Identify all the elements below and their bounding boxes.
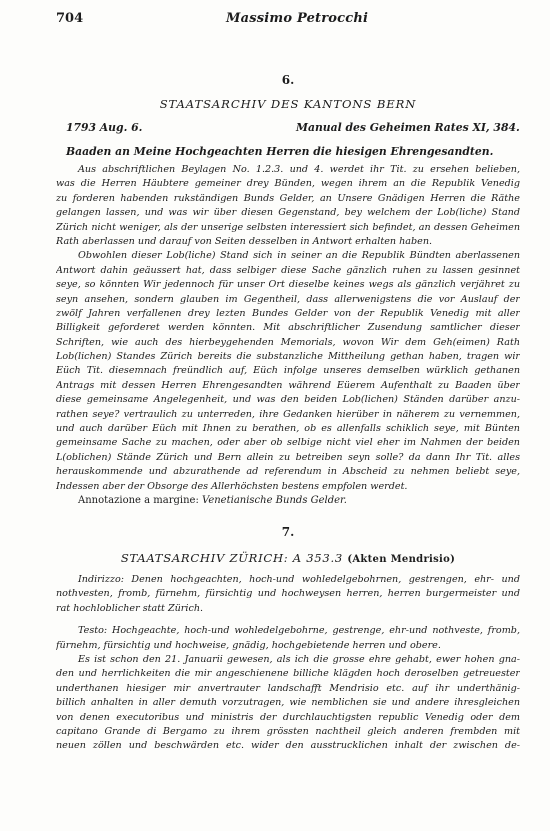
- document-6-addressee: Baaden an Meine Hochgeachten Herren die hiesigen Ehrengesandten.: [66, 145, 494, 158]
- text-line: Aus abschriftlichen Beylagen No. 1.2.3. und 4. werdet ihr Tit. zu ersehen belieben,: [78, 164, 520, 175]
- text-line: Obwohlen dieser Lob(liche) Stand sich in seiner an die Republik Bündten aberlassenen: [78, 250, 520, 262]
- text-line: fürnehm, fürsichtig und hochweise, gnädig, hochgebietende herren und obere.: [56, 639, 441, 651]
- annotation-label: Annotazione a margine:: [78, 494, 199, 506]
- text-line: Zürich nicht weniger, als der unserige selbsten interessiert sich befindet, an dessen Geheimen: [56, 221, 520, 233]
- text-line: gemeinsame Sache zu machen, oder aber ob selbige nicht viel eher im Nahmen der beiden: [56, 437, 520, 449]
- document-7-body: [56, 573, 520, 754]
- text-line: zu forderen habenden rukständigen Bunds Gelder, an Unsere Gnädigen Herren die Räthe: [56, 192, 520, 204]
- text-line: seyn ansehen, sondern glauben im Gegentheil, dass allerwenigstens die vor Auslauf der: [56, 293, 520, 305]
- text-line: rat hochloblicher statt Zürich.: [56, 602, 204, 614]
- text-line: seye, so könnten Wir jedennoch für unser Ort dieselbe keines wegs als gänzlich verjähret zu: [56, 279, 520, 291]
- document-6-archive-heading: STAATSARCHIV DES KANTONS BERN: [159, 97, 417, 111]
- running-title: Massimo Petrocchi: [226, 11, 369, 26]
- text-line: Es ist schon den 21. Januarii gewesen, als ich die grosse ehre gehabt, ewer hohen gna-: [78, 653, 520, 665]
- document-7-archive-sub: (Akten Mendrisio): [347, 553, 456, 565]
- text-line: Antrags mit dessen Herren Ehrengesandten während Eüerem Aufenthalt zu Baaden über: [56, 379, 520, 391]
- document-6-date: 1793 Aug. 6.: [66, 121, 143, 134]
- text-line: Billigkeit geforderet werden könnten. Mit abschriftlicher Zusendung samtlicher dieser: [56, 322, 520, 334]
- text-line: Rath aberlassen und darauf von Seiten desselben in Antwort erhalten haben.: [56, 235, 433, 247]
- text-line: neuen zöllen und beschwärden etc. wider den ausstrucklichen inhalt der zwischen de-: [56, 740, 520, 752]
- document-7-number: 7.: [281, 524, 295, 539]
- document-6-body: [56, 163, 520, 494]
- text-line: zwölf Jahren verfallenen drey lezten Bundes Gelder von der Republik Venedig mit aller: [56, 307, 520, 319]
- text-line: von denen executoribus und ministris der durchlauchtigsten republic Venedig oder dem: [56, 711, 520, 723]
- document-7-archive: STAATSARCHIV ZÜRICH: A 353.3: [120, 550, 343, 565]
- page-number: 704: [56, 11, 84, 26]
- text-line: Eüch Tit. diesemnach freündlich auf, Eüch infolge unseres demselben würklich gethanen: [56, 365, 520, 377]
- running-head: [56, 9, 520, 31]
- document-6-annotation: [56, 494, 520, 508]
- text-line: L(oblichen) Stände Zürich und Bern allein zu betreiben seyn solle? da dann Ihr Tit. alles: [56, 451, 520, 463]
- document-6-number: 6.: [281, 73, 295, 87]
- text-line: Lob(lichen) Standes Zürich bereits die substanzliche Mittheilung gethan haben, tragen wir: [56, 351, 520, 363]
- text-line: Schriften, wie auch des hierbeygehenden Memorials, wovon Wir dem Geh(eimen) Rath: [56, 336, 520, 348]
- annotation-text: Venetianische Bunds Gelder.: [202, 494, 347, 506]
- text-line: capitano Grande di Bergamo zu ihrem grössten nachtheil gleich anderen frembden mit: [56, 725, 520, 737]
- text-line: underthanen hiesiger mir anvertrauter landschafft Mendrisio etc. auf ihr underthänig-: [56, 682, 520, 694]
- text-line: Indirizzo: Denen hochgeachten, hoch-und wohledelgebohrnen, gestrengen, ehr- und: [78, 573, 520, 585]
- document-6-meta: [56, 121, 520, 137]
- text-line: den und herrlichkeiten die mir angeschienene billiche klägden hoch deroselben getreuester: [56, 668, 520, 680]
- text-line: rathen seye? vertraulich zu unterreden, ihre Gedanken hierüber in näherem zu vernemmen,: [56, 408, 520, 420]
- text-line: Antwort dahin geäussert hat, dass selbiger diese Sache gänzlich ruhen zu lassen gesinnet: [56, 264, 520, 276]
- text-line: und auch darüber Eüch mit Ihnen zu berathen, ob es allenfalls schiklich seye, mit Bünten: [56, 423, 520, 435]
- document-6-reference: Manual des Geheimen Rates XI, 384.: [296, 121, 520, 134]
- text-line: billich anhalten in aller demuth vorzutragen, wie nemblichen sie und andere ihresgleichen: [56, 697, 520, 709]
- text-line: Testo: Hochgeachte, hoch-und wohledelgebohrne, gestrenge, ehr-und nothveste, fromb,: [78, 625, 520, 637]
- text-line: diese gemeinsame Angelegenheit, und was den beiden Lob(lichen) Ständen darüber anzu-: [56, 394, 520, 406]
- text-line: Indessen aber der Obsorge des Allerhöchsten bestens empfolen werdet.: [56, 480, 408, 492]
- text-line: nothvesten, fromb, fürnehm, fürsichtig und hochweysen herren, herren burgermeister und: [56, 588, 520, 600]
- text-line: gelangen lassen, und was wir über diesen Gegenstand, bey welchem der Lob(liche) Stand: [56, 207, 520, 219]
- document-7-archive-heading: [56, 551, 520, 565]
- text-line: herauskommende und abzurathende ad referendum in Abscheid zu nehmen beliebt seye,: [56, 466, 520, 478]
- text-line: was die Herren Häubtere gemeiner drey Bünden, wegen ihrem an die Republik Venedig: [56, 178, 520, 190]
